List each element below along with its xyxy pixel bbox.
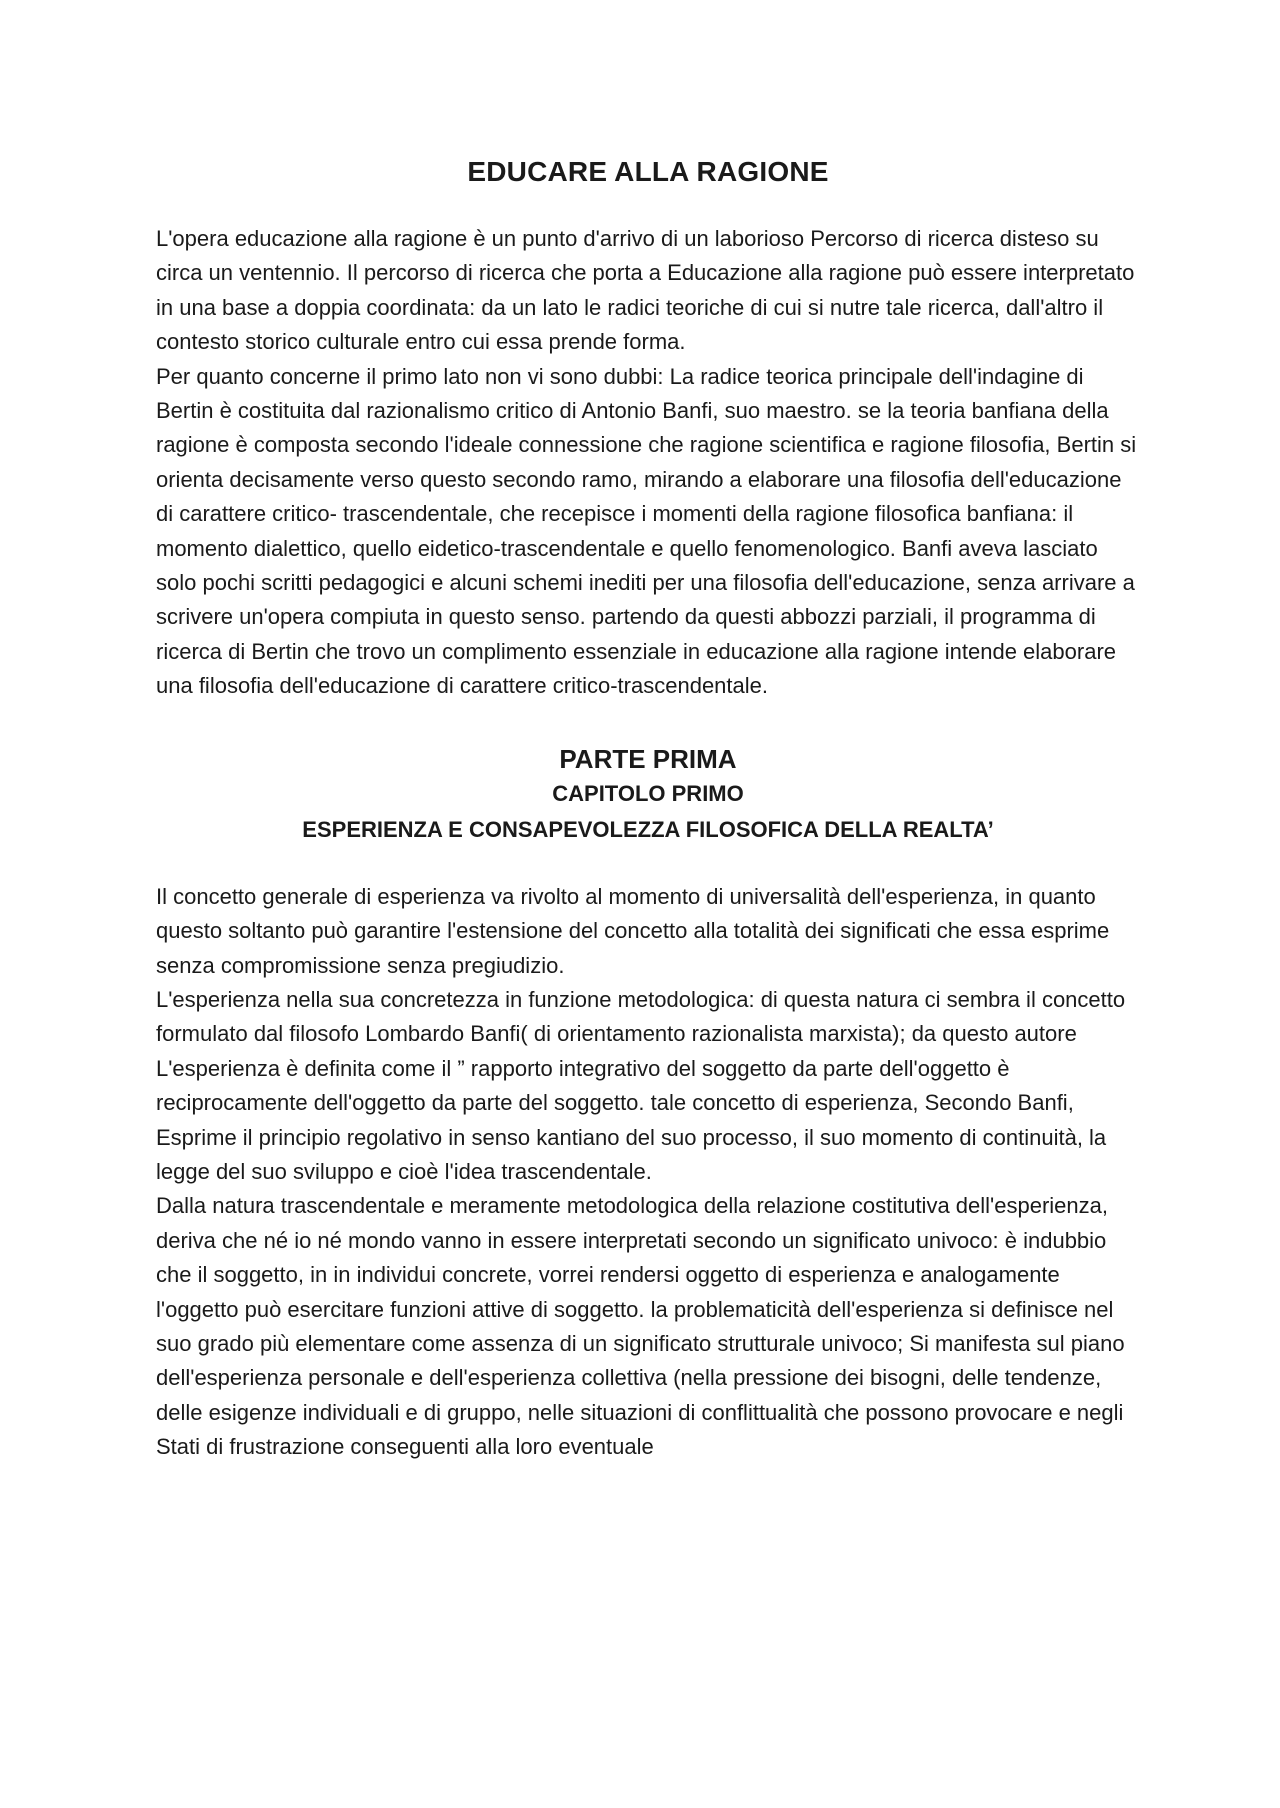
chapter-subtitle: ESPERIENZA E CONSAPEVOLEZZA FILOSOFICA DELLA REALTA’: [302, 816, 994, 842]
document-page: [156, 150, 1140, 1465]
chapter-paragraph: Il concetto generale di esperienza va rivolto al momento di universalità dell'esperienza, in quanto questo soltanto può garantire l'estensione del concetto alla totalità dei significati che essa esprime senza compromissione senza pregiudizio.: [156, 883, 1110, 978]
part-heading-block: [156, 742, 1140, 848]
chapter-paragraph: Dalla natura trascendentale e meramente metodologica della relazione costitutiva dell'esperienza, deriva che né io né mondo vanno in essere interpretati secondo un significato univoco: è indubbio che il soggetto, in in individui concrete, vorrei rendersi oggetto di esperienza e analogamente l'oggetto può esercitare funzioni attive di soggetto. la problematicità dell'esperienza si definisce nel suo grado più elementare come assenza di un significato strutturale univoco; Si manifesta sul piano dell'esperienza personale e dell'esperienza collettiva (nella pressione dei bisogni, delle tendenze, delle esigenze individuali e di gruppo, nelle situazioni di conflittualità che possono provocare e negli Stati di frustrazione conseguenti alla loro eventuale: [156, 1193, 1125, 1460]
intro-paragraph: Per quanto concerne il primo lato non vi sono dubbi: La radice teorica principale dell'indagine di Bertin è costituita dal razionalismo critico di Antonio Banfi, suo maestro. se la teoria banfiana della ragione è composta secondo l'ideale connessione che ragione scientifica e ragione filosofia, Bertin si orienta decisamente verso questo secondo ramo, mirando a elaborare una filosofia dell'educazione di carattere critico- trascendentale, che recepisce i momenti della ragione filosofica banfiana: il momento dialettico, quello eidetico-trascendentale e quello fenomenologico. Banfi aveva lasciato solo pochi scritti pedagogici e alcuni schemi inediti per una filosofia dell'educazione, senza arrivare a scrivere un'opera compiuta in questo senso. partendo da questi abbozzi parziali, il programma di ricerca di Bertin che trovo un complimento essenziale in educazione alla ragione intende elaborare una filosofia dell'educazione di carattere critico-trascendentale.: [156, 363, 1137, 699]
part-title: PARTE PRIMA: [559, 743, 737, 774]
intro-paragraph: L'opera educazione alla ragione è un punto d'arrivo di un laborioso Percorso di ricerca disteso su circa un ventennio. Il percorso di ricerca che porta a Educazione alla ragione può essere interpretato in una base a doppia coordinata: da un lato le radici teoriche di cui si nutre tale ricerca, dall'altro il contesto storico culturale entro cui essa prende forma.: [156, 226, 1135, 355]
chapter-title: CAPITOLO PRIMO: [552, 780, 744, 806]
chapter-paragraph: L'esperienza nella sua concretezza in funzione metodologica: di questa natura ci sembra il concetto formulato dal filosofo Lombardo Banfi( di orientamento razionalista marxista); da questo autore L'esperienza è definita come il ” rapporto integrativo del soggetto da parte dell'oggetto è reciprocamente dell'oggetto da parte del soggetto. tale concetto di esperienza, Secondo Banfi, Esprime il principio regolativo in senso kantiano del suo processo, il suo momento di continuità, la legge del suo sviluppo e cioè l'idea trascendentale.: [156, 986, 1126, 1184]
document-title: EDUCARE ALLA RAGIONE: [467, 156, 829, 187]
